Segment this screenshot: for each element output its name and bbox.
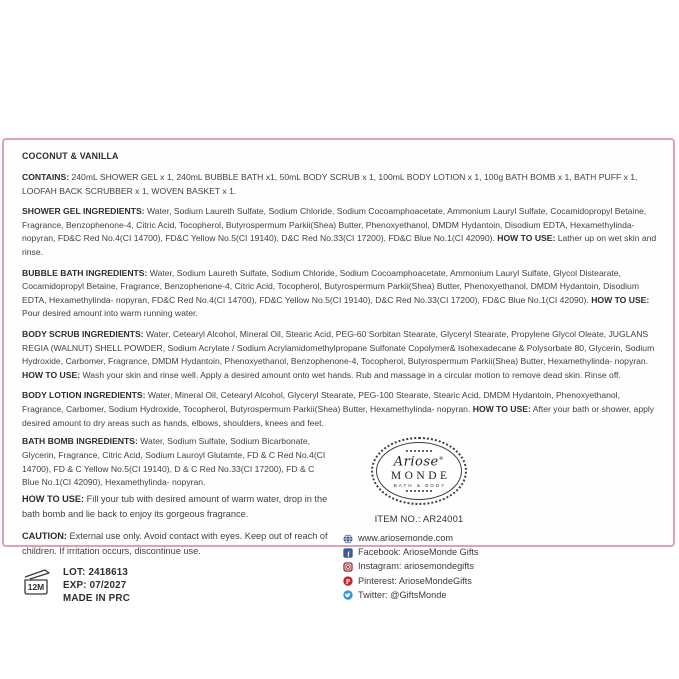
pinterest-row [343,576,495,587]
shower-gel-ingredients: Water, Sodium Laureth Sulfate, Sodium Chloride, Sodium Cocoamphoacetate, Ammonium Lauryl Sulfate, Cocamidopropyl Betaine, Fragrance, Benzophenone-4, Citric Acid, Tocopherol, Butyrospermum Parkii(Shea) Butter, Phenoxyethanol, DMDM Hydantoin, Disodium EDTA, Hexamethylinda- nopyran, FD&C Red No.4(CI 14700), FD&C Yellow No.5(CI 19140), D&C Red No.33(CI 17200), FD&C Blue No.1(CI 42090). [22,206,647,244]
svg-text:P: P [345,579,351,587]
bubble-bath-how-label: HOW TO USE: [591,294,650,305]
bubble-bath-how-text: Pour desired amount into warm running water. [22,308,198,319]
bottom-region [22,435,657,605]
facebook-row [343,547,495,558]
logo-ornament-top [406,450,432,452]
facebook-text: Facebook: ArioseMonde Gifts [358,547,479,558]
body-lotion-how-text: After your bath or shower, apply desired amount to dry areas such as hands, elbows, shoulders, knees and feet. [22,403,655,428]
shower-gel-label: SHOWER GEL INGREDIENTS: [22,206,145,217]
shower-gel-section [22,205,657,259]
batch-info-block [22,566,329,605]
body-scrub-ingredients: Water, Cetearyl Alcohol, Mineral Oil, Stearic Acid, PEG-60 Sorbitan Stearate, Glyceryl Stearate, Propylene Glycol Oleate, JUGLANS REGIA (WALNUT) SHELL POWDER, Sodium Acrylate / Sodium Acrylamidomethylpropane Sulfonate Copolymer& Isohexadecane & Polysorbate 80, Glycerin, Sodium Hydroxide, Carbomer, Fragrance, DMDM Hydantoin, Phenoxyethanol, Benzophenone-4, Tocopherol, Butyrospermum Parkii(Shea) Butter, Hexamethylinda- nopyran. [22,328,655,367]
logo-ornament-bottom [406,490,432,492]
contains-text: 240mL SHOWER GEL x 1, 240mL BUBBLE BATH x1, 50mL BODY SCRUB x 1, 100mL BODY LOTION x 1, 100g BATH BOMB x 1, BATH PUFF x 1, LOOFAH BACK SCRUBBER x 1, WOVEN BASKET x 1. [22,172,638,196]
twitter-text: Twitter: @GiftsMonde [358,589,447,600]
instagram-icon [343,562,353,572]
body-scrub-label: BODY SCRUB INGREDIENTS: [22,328,144,339]
bubble-bath-label: BUBBLE BATH INGREDIENTS: [22,267,148,278]
country-of-origin: MADE IN PRC [63,593,130,605]
caution-section [22,529,329,559]
bottom-left-column [22,435,329,605]
caution-text: External use only. Avoid contact with eyes. Keep out of reach of children. If irritation occurs, discontinue use. [22,531,328,557]
body-lotion-label: BODY LOTION INGREDIENTS: [22,390,146,401]
bath-bomb-how-text: Fill your tub with desired amount of warm water, drop in the bath bomb and lie back to enjoy its gorgeous fragrance. [22,494,328,520]
body-lotion-ingredients: Water, Mineral Oil, Cetearyl Alcohol, Glyceryl Stearate, PEG-100 Stearate, Stearic Acid, DMDM Hydantoin, Phenoxyethanol, Fragrance, Carbomer, Sodium Hydroxide, Tocopherol, Butyrospermum Parkii(Shea) Butter, Hexamethylinda- nopyran. [22,390,620,414]
body-scrub-how-text: Wash your skin and rinse well. Apply a desired amount onto wet hands. Rub and massage in a circular motion to remove dead skin. Rinse off. [80,369,621,380]
twitter-icon [343,590,353,600]
lot-lines [63,566,130,605]
brand-logo [371,437,467,505]
bubble-bath-ingredients: Water, Sodium Laureth Sulfate, Sodium Chloride, Sodium Cocoamphoacetate, Ammonium Lauryl Sulfate, Glycol Distearate, Cocamidopropyl Betaine, Fragrance, Benzophenone-4, Citric Acid, Tocopherol, Butyrospermum Parkii(Shea) Butter, Phenoxyethanol, DMDM Hydantoin, Disodium EDTA, Hexamethylinda- nopyran, FD&C Red No.4(CI 14700), FD&C Yellow No.5(CI 19140), D&C Red No.33(CI 17200), FD&C Blue No.1(CI 42090). [22,267,639,305]
shower-gel-how-text: Lather up on wet skin and rinse. [22,233,657,257]
bath-bomb-section [22,435,329,490]
brand-script-name [394,453,444,468]
website-row [343,533,495,544]
social-list [343,533,495,601]
pinterest-text: Pinterest: ArioseMondeGifts [358,575,472,586]
expiry-date: EXP: 07/2027 [63,580,127,592]
instagram-row [343,561,495,572]
lot-number: LOT: 2418613 [63,567,129,579]
body-lotion-how-label: HOW TO USE: [472,403,531,414]
body-scrub-section [22,328,657,382]
twitter-row [343,590,495,601]
bath-bomb-ingredients: Water, Sodium Sulfate, Sodium Bicarbonate, Glycerin, Fragrance, Citric Acid, Sodium Lauroyl Glutamte, FD & C Red No.4(CI 14700), FD & C Yellow No.5(CI 19140), D & C Red No.33(CI 17200), FD & C Blue No.1(CI 42090), Hexamethylinda- nopyran. [22,436,326,488]
item-number: ITEM NO.: AR24001 [374,513,464,525]
pinterest-icon [343,576,353,586]
registered-mark: ® [438,456,445,463]
bubble-bath-section [22,267,657,321]
website-text: www.ariosemonde.com [358,533,453,544]
bottom-right-column [343,435,495,605]
body-lotion-section [22,389,657,430]
shower-gel-how-label: HOW TO USE: [497,233,556,244]
product-title: COCONUT & VANILLA [22,151,119,161]
brand-caps-name: MONDE [390,469,451,482]
brand-script-text: Ariose [393,454,439,470]
bath-bomb-how-label: HOW TO USE: [22,494,85,505]
caution-label: CAUTION: [22,531,67,542]
brand-tagline: BATH & BODY [393,482,447,488]
contains-label: CONTAINS: [22,172,70,182]
period-after-opening-icon [22,568,54,596]
product-info-label-box [2,138,675,605]
globe-icon [343,534,353,544]
pao-months-text: 12M [27,582,45,593]
facebook-icon [343,548,353,558]
body-scrub-how-label: HOW TO USE: [22,369,81,380]
contains-section [22,171,657,198]
bath-bomb-how-section [22,492,329,522]
brand-logo-inner [376,442,462,500]
bath-bomb-label: BATH BOMB INGREDIENTS: [22,436,138,447]
instagram-text: Instagram: ariosemondegifts [358,561,474,572]
svg-text:f: f [347,549,350,558]
